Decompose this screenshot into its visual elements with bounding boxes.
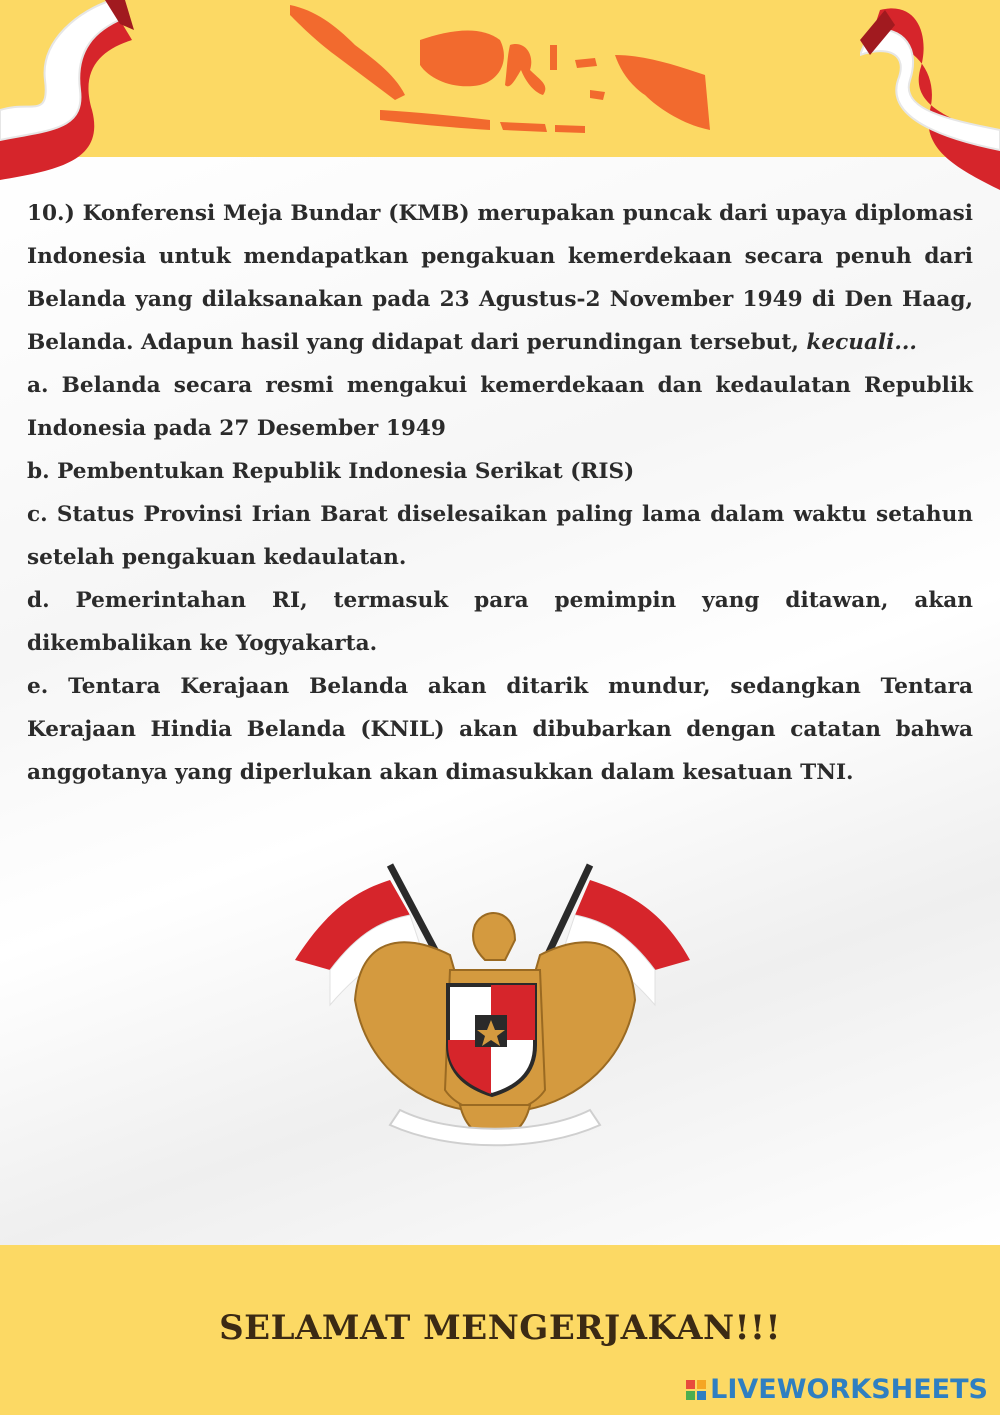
option-d: d. Pemerintahan RI, termasuk para pemimpin yang ditawan, akan dikembalikan ke Yogyakarta. — [27, 588, 973, 656]
footer-title: SELAMAT MENGERJAKAN!!! — [219, 1308, 781, 1348]
question-block — [27, 192, 973, 794]
question-stem — [27, 192, 973, 364]
option-b: b. Pembentukan Republik Indonesia Serikat (RIS) — [27, 459, 635, 484]
brand-name: LIVEWORKSHEETS — [710, 1374, 988, 1405]
option-c: c. Status Provinsi Irian Barat diselesaikan paling lama dalam waktu setahun setelah pengakuan kedaulatan. — [27, 502, 973, 570]
ribbon-left-icon — [0, 0, 140, 200]
indonesia-map-icon — [285, 0, 715, 160]
option-a: a. Belanda secara resmi mengakui kemerdekaan dan kedaulatan Republik Indonesia pada 27 Desember 1949 — [27, 373, 973, 441]
option-e: e. Tentara Kerajaan Belanda akan ditarik mundur, sedangkan Tentara Kerajaan Hindia Belanda (KNIL) akan dibubarkan dengan catatan bahwa anggotanya yang diperlukan akan dimasukkan dalam kesatuan TNI. — [27, 674, 973, 785]
garuda-emblem-icon — [290, 860, 700, 1170]
question-stem-text: 10.) Konferensi Meja Bundar (KMB) merupakan puncak dari upaya diplomasi Indonesia untuk mendapatkan pengakuan kemerdekaan secara penuh dari Belanda yang dilaksanakan pada 23 Agustus-2 November 1949 di Den Haag, Belanda. Adapun hasil yang didapat dari perundingan tersebut, — [27, 201, 973, 355]
liveworksheets-logo-icon — [686, 1380, 706, 1400]
ribbon-right-icon — [860, 0, 1000, 200]
liveworksheets-brand[interactable] — [686, 1374, 988, 1405]
question-stem-emphasis: kecuali... — [806, 330, 917, 355]
